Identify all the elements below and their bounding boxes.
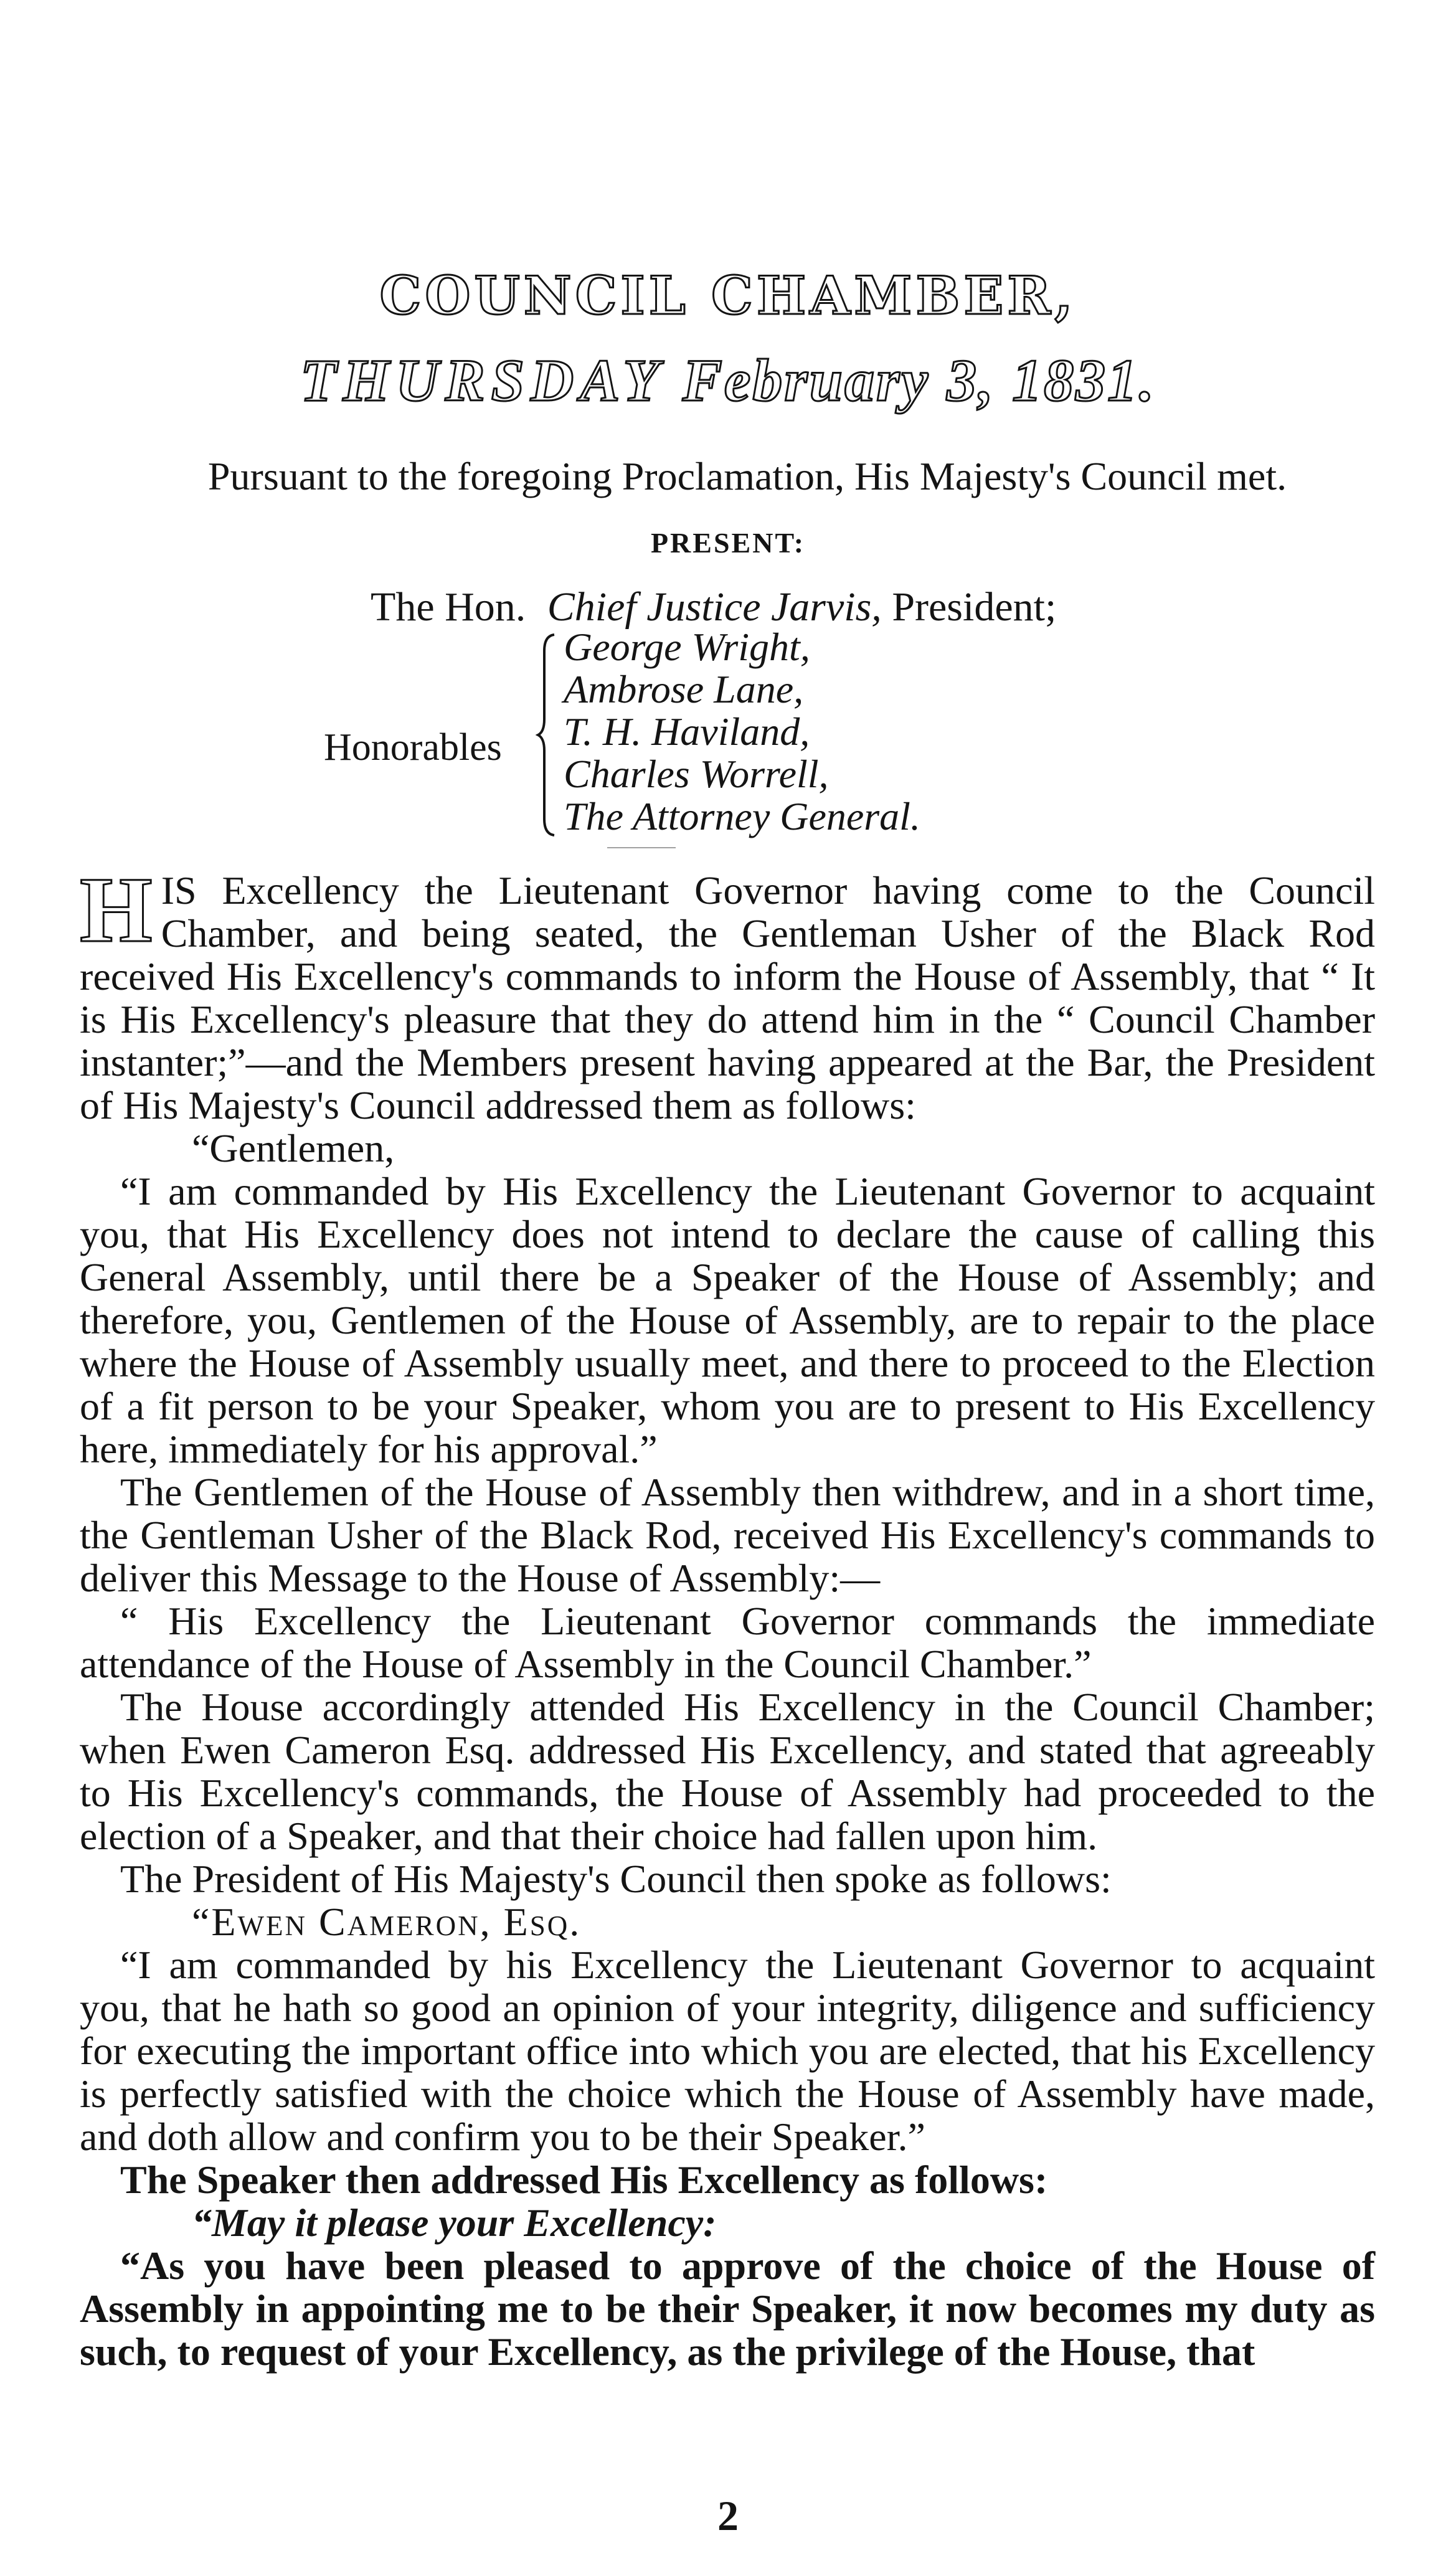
page-number: 2 [717,2492,739,2539]
members-brace [536,632,558,838]
separator-rule [607,847,676,848]
salutation: “May it please your Excellency: [192,2201,717,2245]
members-list [564,626,920,838]
paragraph: “As you have been pleased to approve of the choice of the House of Assembly in appointing me to be their Speaker, it now becomes my duty as such, to request of your Excellency, as the privilege of the House, that [80,2243,1375,2374]
paragraph: The House accordingly attended His Excellency in the Council Chamber; when Ewen Cameron Esq. addressed His Excellency, and stated that agreeably to His Excellency's commands, the House of Assembly had proceeded to the election of a Speaker, and that their choice had fallen upon him. [80,1685,1375,1858]
date-heading [0,346,1456,415]
paragraph-text: IS Excellency the Lieutenant Governor having come to the Council Chamber, and being seated, the Gentleman Usher of the Black Rod received His Excellency's commands to inform the House of Assembly, that “ It is His Excellency's pleasure that they do attend him in the “ Council Chamber instanter;”—and the Members present having appeared at the Bar, the President of His Majesty's Council addressed them as follows: [80,868,1375,1127]
body-text [80,858,1375,2374]
paragraph: The Gentlemen of the House of Assembly then withdrew, and in a short time, the Gentleman Usher of the Black Rod, received His Excellency's commands to deliver this Message to the House of Assembly:— [80,1470,1375,1600]
member-item: The Attorney General. [564,794,920,838]
member-item: Charles Worrell, [564,752,829,796]
salutation: “Ewen Cameron, Esq. [192,1900,582,1944]
date-text: February 3, 1831. [682,347,1156,414]
chamber-heading: COUNCIL CHAMBER, [379,265,1077,326]
paragraph: The Speaker then addressed His Excellency as follows: [120,2158,1048,2202]
day-heading: THURSDAY [300,347,666,414]
member-item: Ambrose Lane, [564,667,804,711]
member-item: George Wright, [564,625,810,669]
hon-prefix: The Hon. [371,584,526,630]
intro-line: Pursuant to the foregoing Proclamation, His Majesty's Council met. [207,454,1287,498]
present-label: PRESENT: [650,527,806,559]
member-item: T. H. Haviland, [564,709,810,754]
paragraph: “I am commanded by his Excellency the Lieutenant Governor to acquaint you, that he hath so good an opinion of your integrity, diligence and sufficiency for executing the important office into which you are elected, that his Excellency is perfectly satisfied with the choice which the House of Assembly have made, and doth allow and confirm you to be their Speaker.” [80,1943,1375,2159]
president-name: Chief Justice Jarvis, [547,584,882,630]
members-label: Honorables [324,726,502,769]
paragraph: “I am commanded by His Excellency the Lieutenant Governor to acquaint you, that His Excellency does not intend to declare the cause of calling this General Assembly, until there be a Speaker of the House of Assembly; and therefore, you, Gentlemen of the House of Assembly, are to repair to the place where the House of Assembly usually meet, and there to proceed to the Election of a fit person to be your Speaker, whom you are to present to His Excellency here, immediately for his approval.” [80,1169,1375,1471]
president-role: President; [892,584,1057,630]
paragraph: “ His Excellency the Lieutenant Governor commands the immediate attendance of the House of Assembly in the Council Chamber.” [80,1599,1375,1686]
paragraph [80,858,1375,1127]
drop-cap: H [80,858,153,962]
salutation: “Gentlemen, [192,1126,395,1170]
paragraph: The President of His Majesty's Council then spoke as follows: [120,1857,1112,1901]
